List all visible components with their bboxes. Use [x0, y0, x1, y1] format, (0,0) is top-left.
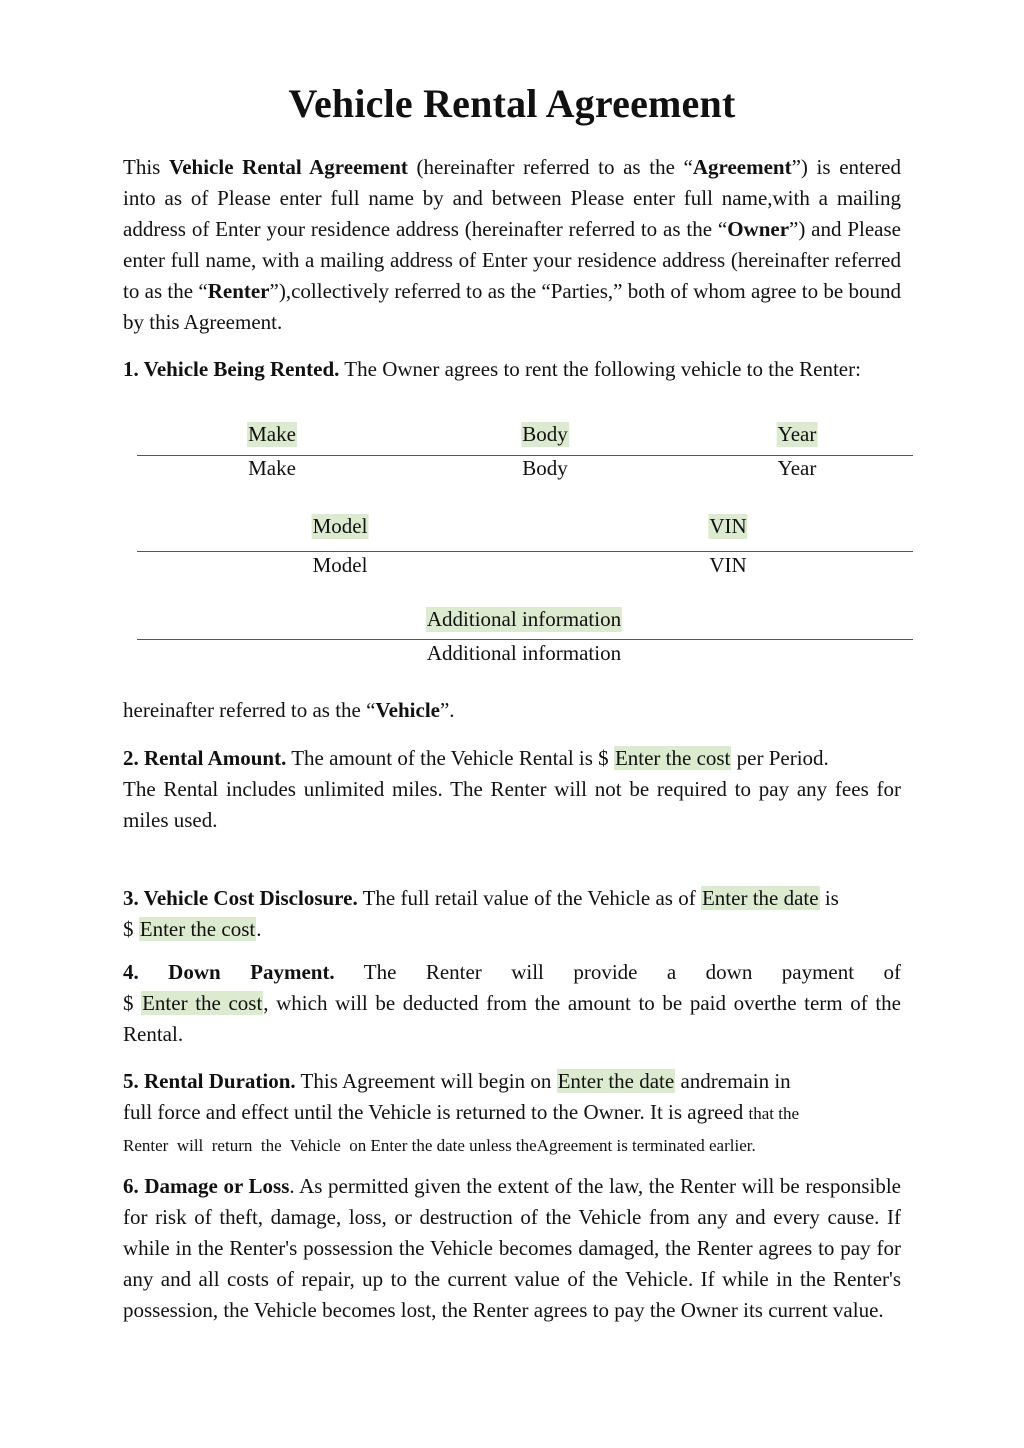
disclosure-date-field[interactable]: Enter the date	[701, 886, 819, 910]
vin-field[interactable]: VIN	[709, 553, 747, 577]
section-5-text: that the	[748, 1104, 800, 1123]
intro-bold-owner: Owner	[727, 217, 790, 241]
section-4-paragraph	[123, 957, 901, 1050]
retail-value-field[interactable]: Enter the cost	[139, 917, 256, 941]
intro-text: (hereinafter referred to as the “	[407, 155, 693, 179]
section-2-text: per Period.	[731, 746, 829, 770]
model-field[interactable]: Model	[312, 553, 368, 577]
section-5-paragraph	[123, 1066, 901, 1161]
year-field[interactable]: Year	[777, 456, 817, 480]
section-4-text: The Renter will provide a down payment of	[334, 960, 901, 984]
section-4-text: , which will be deducted from the amount to be paid overthe term of the Rental.	[123, 991, 901, 1046]
section-6-paragraph	[123, 1171, 901, 1326]
section-2-paragraph	[123, 743, 901, 836]
section-5-text: This Agreement will begin on	[295, 1069, 557, 1093]
vin-label: VIN	[709, 514, 747, 538]
section-3-text: $	[123, 917, 139, 941]
vehicle-reference	[123, 695, 901, 726]
section-2-text: The amount of the Vehicle Rental is $	[286, 746, 614, 770]
model-label: Model	[312, 514, 368, 538]
section-3-text: The full retail value of the Vehicle as of	[357, 886, 701, 910]
intro-paragraph	[123, 152, 901, 338]
additional-information-label: Additional information	[426, 607, 622, 631]
table-rule	[137, 551, 913, 552]
section-1-heading: 1. Vehicle Being Rented.	[123, 357, 340, 381]
rental-cost-field[interactable]: Enter the cost	[614, 746, 731, 770]
intro-bold-renter: Renter	[207, 279, 270, 303]
table-rule	[137, 639, 913, 640]
section-5-heading: 5. Rental Duration.	[123, 1069, 296, 1093]
section-4-text: $	[123, 991, 142, 1015]
intro-text: ”) is entered into as of Please enter full name by and between Please enter full name,with a mailing address of Enter your residence address (hereinafter referred to as the “	[123, 155, 901, 241]
start-date-field[interactable]: Enter the date	[557, 1069, 675, 1093]
section-3-text: .	[256, 917, 262, 941]
section-5-return-text: Renter will return the Vehicle on Enter the date unless theAgreement is terminated earlier.	[123, 1136, 756, 1155]
section-5-text: full force and effect until the Vehicle is returned to the Owner. It is agreed	[123, 1100, 749, 1124]
section-6-heading: 6. Damage or Loss	[123, 1174, 290, 1198]
section-4-heading: 4. Down Payment.	[123, 960, 335, 984]
document-title: Vehicle Rental Agreement	[288, 81, 736, 126]
section-1-paragraph	[123, 354, 901, 385]
vehicle-reference-text: hereinafter referred to as the “	[123, 698, 376, 722]
section-4-first-line	[123, 957, 901, 988]
intro-bold-agreement-name: Vehicle Rental Agreement	[168, 155, 408, 179]
section-3-paragraph	[123, 883, 901, 945]
body-field[interactable]: Body	[522, 456, 568, 480]
section-2-miles-text: The Rental includes unlimited miles. The Renter will not be required to pay any fees for miles used.	[123, 777, 901, 832]
vehicle-reference-text: ”.	[439, 698, 455, 722]
intro-text: This	[123, 155, 169, 179]
section-3-text: is	[819, 886, 839, 910]
section-6-text: . As permitted given the extent of the law, the Renter will be responsible for risk of theft, damage, loss, or destruction of the Vehicle from any and every cause. If while in the Renter's possession the Vehicle becomes damaged, the Renter agrees to pay for any and all costs of repair, up to the current value of the Vehicle. If while in the Renter's possession, the Vehicle becomes lost, the Renter agrees to pay the Owner its current value.	[123, 1174, 901, 1322]
year-label: Year	[777, 422, 817, 446]
section-1-text: The Owner agrees to rent the following vehicle to the Renter:	[339, 357, 861, 381]
down-payment-field[interactable]: Enter the cost	[142, 991, 263, 1015]
section-5-text: andremain in	[675, 1069, 791, 1093]
additional-information-field[interactable]: Additional information	[426, 641, 622, 665]
make-field[interactable]: Make	[248, 456, 296, 480]
make-label: Make	[248, 422, 296, 446]
section-2-heading: 2. Rental Amount.	[123, 746, 287, 770]
intro-bold-agreement: Agreement	[692, 155, 792, 179]
section-3-heading: 3. Vehicle Cost Disclosure.	[123, 886, 358, 910]
vehicle-reference-bold: Vehicle	[375, 698, 440, 722]
intro-text: ”) and Please enter full name, with a mailing address of Enter your residence address (hereinafter referred to as the “	[123, 217, 901, 303]
intro-text: ”),collectively referred to as the “Parties,” both of whom agree to be bound by this Agreement.	[123, 279, 901, 334]
body-label: Body	[522, 422, 568, 446]
